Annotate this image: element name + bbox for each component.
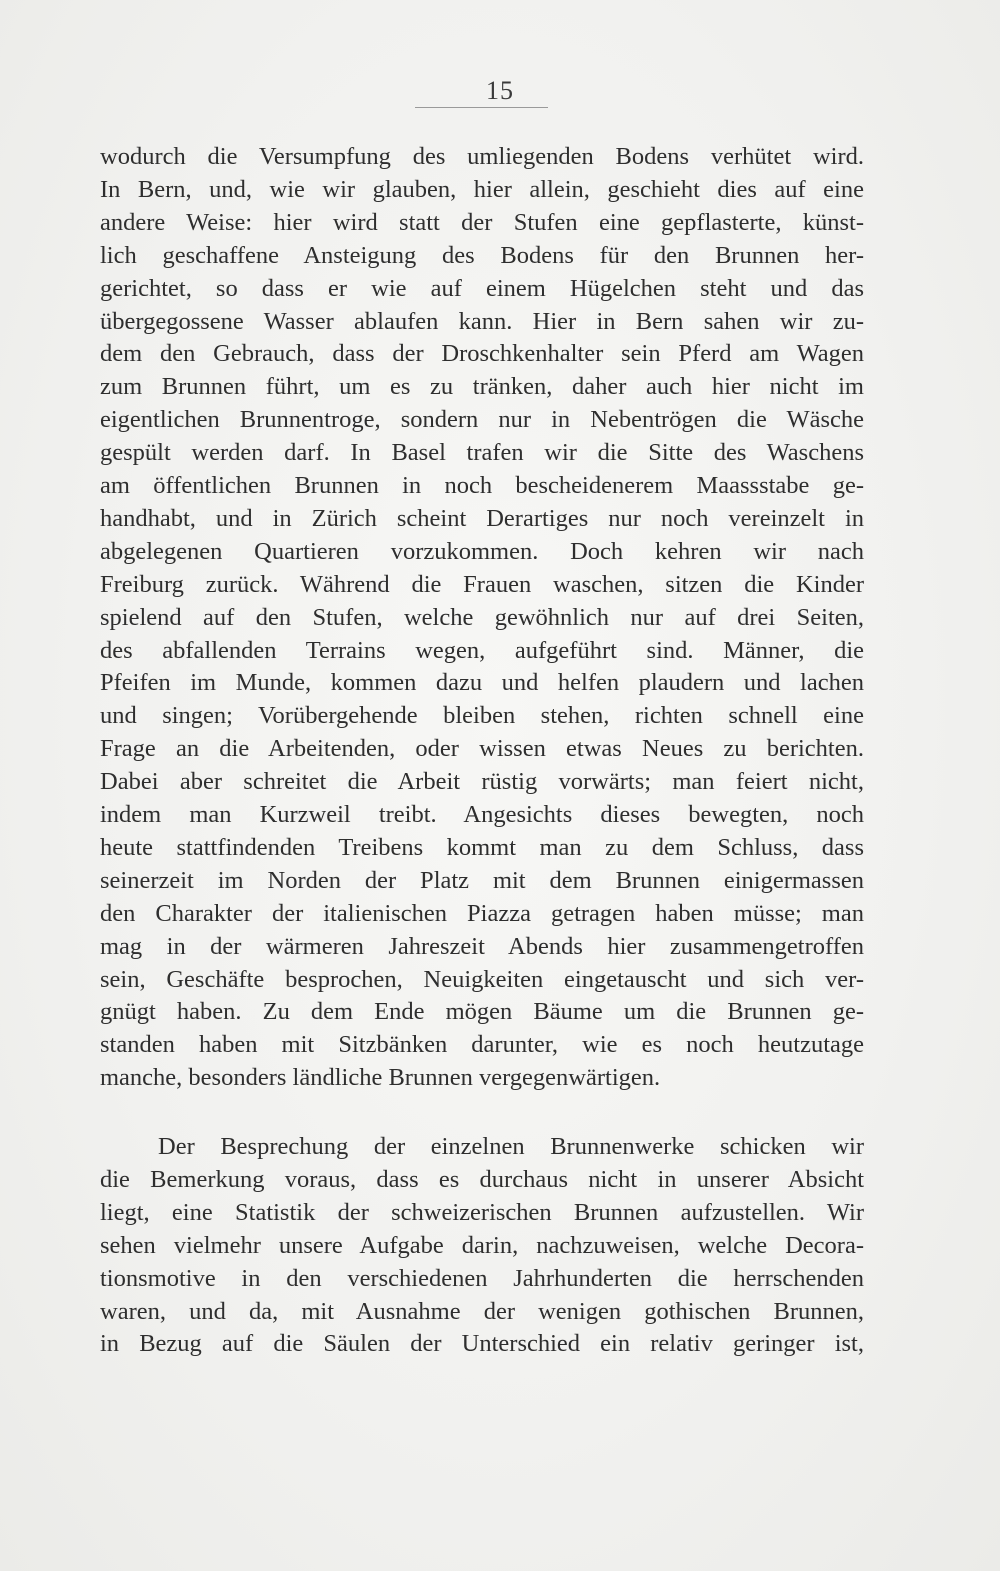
text-line: gerichtet, so dass er wie auf einem Hügelchen steht und das [100,275,864,302]
text-line: liegt, eine Statistik der schweizerischen Brunnen aufzustellen. Wir [100,1199,864,1226]
text-line: dem den Gebrauch, dass der Droschkenhalter sein Pferd am Wagen [100,340,864,367]
text-line: Dabei aber schreitet die Arbeit rüstig vorwärts; man feiert nicht, [100,768,864,795]
text-line: gespült werden darf. In Basel trafen wir die Sitte des Waschens [100,439,864,466]
text-line: die Bemerkung voraus, dass es durchaus nicht in unserer Absicht [100,1166,864,1193]
text-line: Freiburg zurück. Während die Frauen waschen, sitzen die Kinder [100,571,864,598]
header-rule [415,107,548,108]
text-line: des abfallenden Terrains wegen, aufgeführt sind. Männer, die [100,637,864,664]
text-line: standen haben mit Sitzbänken darunter, wie es noch heutzutage [100,1031,864,1058]
text-line: am öffentlichen Brunnen in noch bescheidenerem Maassstabe ge- [100,472,864,499]
text-line: Pfeifen im Munde, kommen dazu und helfen plaudern und lachen [100,669,864,696]
text-line: waren, und da, mit Ausnahme der wenigen gothischen Brunnen, [100,1298,864,1325]
text-line: heute stattfindenden Treibens kommt man zu dem Schluss, dass [100,834,864,861]
text-line: spielend auf den Stufen, welche gewöhnlich nur auf drei Seiten, [100,604,864,631]
text-line: übergegossene Wasser ablaufen kann. Hier in Bern sahen wir zu- [100,308,864,335]
text-line: andere Weise: hier wird statt der Stufen eine gepflasterte, künst- [100,209,864,236]
text-line: den Charakter der italienischen Piazza getragen haben müsse; man [100,900,864,927]
text-line: sein, Geschäfte besprochen, Neuigkeiten eingetauscht und sich ver- [100,966,864,993]
text-line: und singen; Vorübergehende bleiben stehen, richten schnell eine [100,702,864,729]
text-line: handhabt, und in Zürich scheint Derartiges nur noch vereinzelt in [100,505,864,532]
text-line: mag in der wärmeren Jahreszeit Abends hier zusammengetroffen [100,933,864,960]
text-line: gnügt haben. Zu dem Ende mögen Bäume um die Brunnen ge- [100,998,864,1025]
text-line: tionsmotive in den verschiedenen Jahrhunderten die herrschenden [100,1265,864,1292]
page-number: 15 [486,76,514,105]
text-line: in Bezug auf die Säulen der Unterschied ein relativ geringer ist, [100,1330,864,1357]
text-line: abgelegenen Quartieren vorzukommen. Doch kehren wir nach [100,538,864,565]
text-line: manche, besonders ländliche Brunnen vergegenwärtigen. [100,1064,661,1091]
text-line: In Bern, und, wie wir glauben, hier allein, geschieht dies auf eine [100,176,864,203]
text-line: seinerzeit im Norden der Platz mit dem Brunnen einigermassen [100,867,864,894]
text-line: Frage an die Arbeitenden, oder wissen etwas Neues zu berichten. [100,735,864,762]
text-line: lich geschaffene Ansteigung des Bodens für den Brunnen her- [100,242,864,269]
text-line: eigentlichen Brunnentroge, sondern nur in Nebentrögen die Wäsche [100,406,864,433]
text-line: wodurch die Versumpfung des umliegenden Bodens verhütet wird. [100,143,864,170]
text-line: indem man Kurzweil treibt. Angesichts dieses bewegten, noch [100,801,864,828]
text-line: sehen vielmehr unsere Aufgabe darin, nachzuweisen, welche Decora- [100,1232,864,1259]
text-line: Der Besprechung der einzelnen Brunnenwerke schicken wir [158,1133,864,1160]
text-line: zum Brunnen führt, um es zu tränken, daher auch hier nicht im [100,373,864,400]
